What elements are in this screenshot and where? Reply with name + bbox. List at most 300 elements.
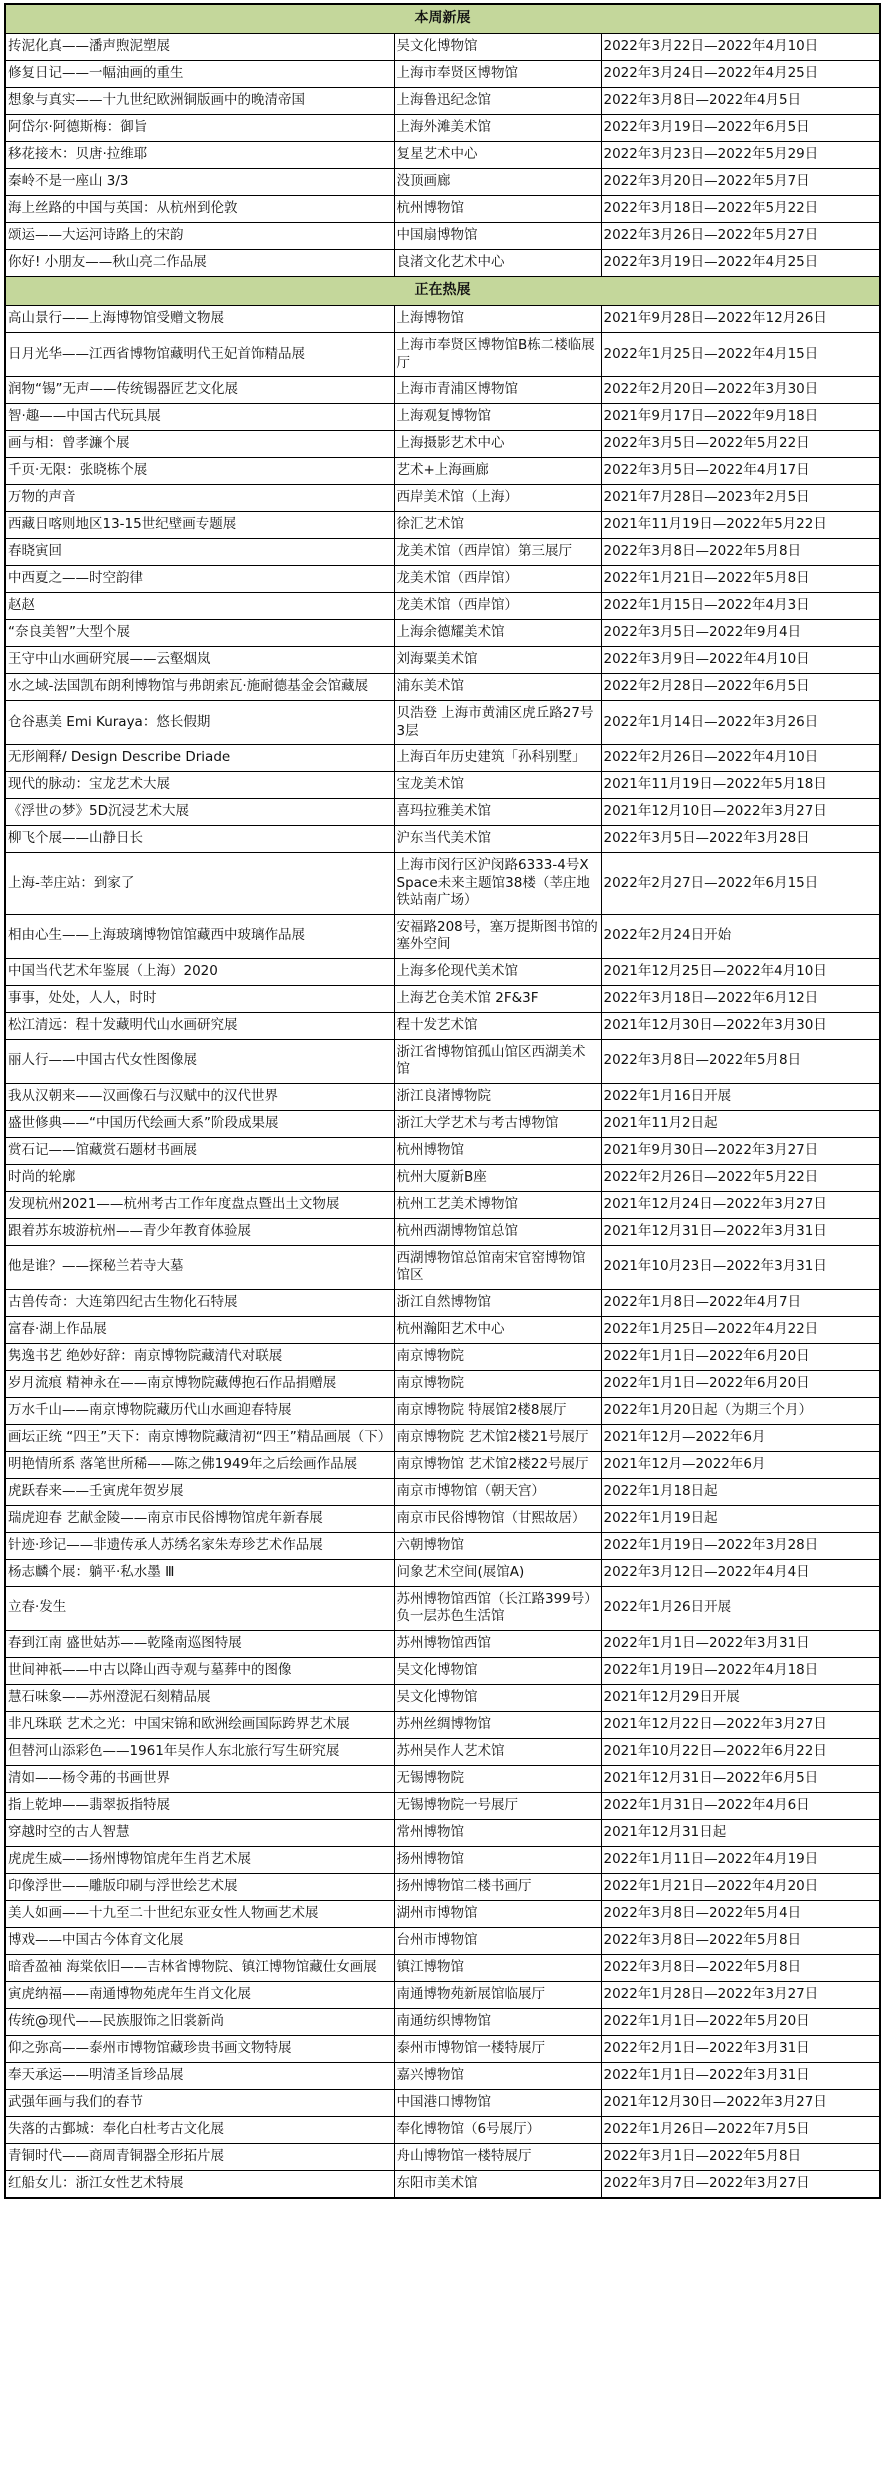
table-row <box>5 1289 880 1316</box>
table-row <box>5 2116 880 2143</box>
date-range: 2022年2月28日—2022年6月5日 <box>601 674 880 701</box>
date-range: 2022年3月19日—2022年6月5日 <box>601 115 880 142</box>
exhibition-title: 盛世修典——“中国历代绘画大系”阶段成果展 <box>5 1110 394 1137</box>
date-range: 2022年3月1日—2022年5月8日 <box>601 2143 880 2170</box>
venue: 安福路208号，塞万提斯图书馆的塞外空间 <box>394 914 601 958</box>
exhibition-title: 美人如画——十九至二十世纪东亚女性人物画艺术展 <box>5 1900 394 1927</box>
table-row <box>5 115 880 142</box>
exhibition-title: 富春·湖上作品展 <box>5 1316 394 1343</box>
date-range: 2021年12月25日—2022年4月10日 <box>601 958 880 985</box>
venue: 上海百年历史建筑「孙科别墅」 <box>394 745 601 772</box>
table-row <box>5 620 880 647</box>
table-row <box>5 1397 880 1424</box>
exhibition-title: “奈良美智”大型个展 <box>5 620 394 647</box>
date-range: 2021年7月28日—2023年2月5日 <box>601 485 880 512</box>
exhibition-title: 千页·无限：张晓栋个展 <box>5 458 394 485</box>
exhibition-title: 青铜时代——商周青铜器全形拓片展 <box>5 2143 394 2170</box>
venue: 上海多伦现代美术馆 <box>394 958 601 985</box>
venue: 湖州市博物馆 <box>394 1900 601 1927</box>
exhibition-title: 春到江南 盛世姑苏——乾隆南巡图特展 <box>5 1630 394 1657</box>
exhibition-title: 红船女儿：浙江女性艺术特展 <box>5 2170 394 2198</box>
date-range: 2022年1月21日—2022年5月8日 <box>601 566 880 593</box>
table-row <box>5 88 880 115</box>
venue: 上海艺仓美术馆 2F&3F <box>394 985 601 1012</box>
venue: 浙江大学艺术与考古博物馆 <box>394 1110 601 1137</box>
venue: 浦东美术馆 <box>394 674 601 701</box>
table-row <box>5 2035 880 2062</box>
exhibition-title: 指上乾坤——翡翠扳指特展 <box>5 1792 394 1819</box>
venue: 上海外滩美术馆 <box>394 115 601 142</box>
exhibition-title: 仓谷惠美 Emi Kuraya：悠长假期 <box>5 701 394 745</box>
venue: 浙江良渚博物院 <box>394 1083 601 1110</box>
venue: 六朝博物馆 <box>394 1532 601 1559</box>
table-row <box>5 1900 880 1927</box>
table-row <box>5 1657 880 1684</box>
date-range: 2021年12月30日—2022年3月30日 <box>601 1012 880 1039</box>
venue: 台州市博物馆 <box>394 1927 601 1954</box>
exhibition-title: 事事，处处，人人，时时 <box>5 985 394 1012</box>
table-row <box>5 306 880 333</box>
venue: 上海余德耀美术馆 <box>394 620 601 647</box>
table-row <box>5 1765 880 1792</box>
exhibition-title: 《浮世の梦》5D沉浸艺术大展 <box>5 799 394 826</box>
date-range: 2022年1月20日起（为期三个月） <box>601 1397 880 1424</box>
table-row <box>5 458 880 485</box>
venue: 杭州西湖博物馆总馆 <box>394 1218 601 1245</box>
date-range: 2021年12月22日—2022年3月27日 <box>601 1711 880 1738</box>
table-row <box>5 2062 880 2089</box>
table-row <box>5 772 880 799</box>
date-range: 2022年3月9日—2022年4月10日 <box>601 647 880 674</box>
date-range: 2022年1月11日—2022年4月19日 <box>601 1846 880 1873</box>
table-row <box>5 1083 880 1110</box>
date-range: 2021年12月—2022年6月 <box>601 1451 880 1478</box>
date-range: 2022年1月31日—2022年4月6日 <box>601 1792 880 1819</box>
exhibition-title: 西藏日喀则地区13-15世纪壁画专题展 <box>5 512 394 539</box>
table-row <box>5 2008 880 2035</box>
venue: 浙江省博物馆孤山馆区西湖美术馆 <box>394 1039 601 1083</box>
date-range: 2021年12月24日—2022年3月27日 <box>601 1191 880 1218</box>
exhibition-title: 赏石记——馆藏赏石题材书画展 <box>5 1137 394 1164</box>
exhibition-title: 修复日记——一幅油画的重生 <box>5 61 394 88</box>
exhibition-title: 他是谁？——探秘兰若寺大墓 <box>5 1245 394 1289</box>
exhibition-title: 穿越时空的古人智慧 <box>5 1819 394 1846</box>
venue: 上海市奉贤区博物馆 <box>394 61 601 88</box>
venue: 南京博物院 <box>394 1343 601 1370</box>
exhibition-title: 隽逸书艺 绝妙好辞：南京博物院藏清代对联展 <box>5 1343 394 1370</box>
table-row <box>5 250 880 277</box>
table-row <box>5 566 880 593</box>
table-row <box>5 1505 880 1532</box>
exhibition-title: 时尚的轮廓 <box>5 1164 394 1191</box>
exhibition-title: 跟着苏东坡游杭州——青少年教育体验展 <box>5 1218 394 1245</box>
exhibition-title: 万物的声音 <box>5 485 394 512</box>
date-range: 2022年1月21日—2022年4月20日 <box>601 1873 880 1900</box>
table-row <box>5 1981 880 2008</box>
date-range: 2022年3月8日—2022年4月5日 <box>601 88 880 115</box>
date-range: 2022年3月26日—2022年5月27日 <box>601 223 880 250</box>
venue: 吴文化博物馆 <box>394 1684 601 1711</box>
date-range: 2022年1月1日—2022年3月31日 <box>601 2062 880 2089</box>
date-range: 2022年2月26日—2022年5月22日 <box>601 1164 880 1191</box>
date-range: 2022年3月20日—2022年5月7日 <box>601 169 880 196</box>
date-range: 2021年12月31日—2022年6月5日 <box>601 1765 880 1792</box>
table-row <box>5 674 880 701</box>
date-range: 2022年1月25日—2022年4月22日 <box>601 1316 880 1343</box>
date-range: 2022年3月8日—2022年5月8日 <box>601 1954 880 1981</box>
exhibition-title: 松江清远：程十发藏明代山水画研究展 <box>5 1012 394 1039</box>
exhibition-title: 智·趣——中国古代玩具展 <box>5 404 394 431</box>
table-row <box>5 169 880 196</box>
venue: 扬州博物馆 <box>394 1846 601 1873</box>
venue: 中国扇博物馆 <box>394 223 601 250</box>
venue: 龙美术馆（西岸馆） <box>394 566 601 593</box>
venue: 艺术+上海画廊 <box>394 458 601 485</box>
exhibition-title: 发现杭州2021——杭州考古工作年度盘点暨出土文物展 <box>5 1191 394 1218</box>
table-row <box>5 1711 880 1738</box>
exhibition-title: 印像浮世——雕版印刷与浮世绘艺术展 <box>5 1873 394 1900</box>
date-range: 2022年3月7日—2022年3月27日 <box>601 2170 880 2198</box>
venue: 东阳市美术馆 <box>394 2170 601 2198</box>
exhibition-title: 杨志麟个展：躺平·私水墨 Ⅲ <box>5 1559 394 1586</box>
table-row <box>5 539 880 566</box>
exhibition-title: 颂运——大运河诗路上的宋韵 <box>5 223 394 250</box>
table-row <box>5 593 880 620</box>
date-range: 2022年3月12日—2022年4月4日 <box>601 1559 880 1586</box>
venue: 嘉兴博物馆 <box>394 2062 601 2089</box>
date-range: 2022年1月25日—2022年4月15日 <box>601 333 880 377</box>
venue: 苏州博物馆西馆（长江路399号）负一层苏色生活馆 <box>394 1586 601 1630</box>
date-range: 2022年3月8日—2022年5月8日 <box>601 1039 880 1083</box>
table-row <box>5 745 880 772</box>
date-range: 2021年12月31日起 <box>601 1819 880 1846</box>
date-range: 2021年12月—2022年6月 <box>601 1424 880 1451</box>
exhibition-table-body <box>5 4 880 2198</box>
table-row <box>5 1012 880 1039</box>
date-range: 2021年11月19日—2022年5月22日 <box>601 512 880 539</box>
exhibition-title: 博戏——中国古今体育文化展 <box>5 1927 394 1954</box>
section-title: 本周新展 <box>5 4 880 34</box>
date-range: 2021年12月10日—2022年3月27日 <box>601 799 880 826</box>
exhibition-title: 柳飞个展——山静日长 <box>5 826 394 853</box>
table-row <box>5 1684 880 1711</box>
table-row <box>5 1245 880 1289</box>
venue: 苏州丝绸博物馆 <box>394 1711 601 1738</box>
exhibition-title: 虎跃春来——壬寅虎年贺岁展 <box>5 1478 394 1505</box>
exhibition-title: 你好! 小朋友——秋山亮二作品展 <box>5 250 394 277</box>
venue: 杭州瀚阳艺术中心 <box>394 1316 601 1343</box>
date-range: 2022年1月14日—2022年3月26日 <box>601 701 880 745</box>
exhibition-title: 立春·发生 <box>5 1586 394 1630</box>
table-row <box>5 1343 880 1370</box>
exhibition-title: 清如——杨令茀的书画世界 <box>5 1765 394 1792</box>
exhibition-title: 万水千山——南京博物院藏历代山水画迎春特展 <box>5 1397 394 1424</box>
exhibition-title: 想象与真实——十九世纪欧洲铜版画中的晚清帝国 <box>5 88 394 115</box>
table-row <box>5 2170 880 2198</box>
venue: 苏州吴作人艺术馆 <box>394 1738 601 1765</box>
venue: 南京博物院 <box>394 1370 601 1397</box>
venue: 南京市民俗博物馆（甘熙故居） <box>394 1505 601 1532</box>
exhibition-title: 王守中山水画研究展——云壑烟岚 <box>5 647 394 674</box>
date-range: 2022年3月8日—2022年5月4日 <box>601 1900 880 1927</box>
table-row <box>5 1873 880 1900</box>
venue: 龙美术馆（西岸馆） <box>394 593 601 620</box>
exhibition-title: 武强年画与我们的春节 <box>5 2089 394 2116</box>
table-row <box>5 512 880 539</box>
date-range: 2022年1月28日—2022年3月27日 <box>601 1981 880 2008</box>
date-range: 2022年1月1日—2022年3月31日 <box>601 1630 880 1657</box>
date-range: 2022年3月22日—2022年4月10日 <box>601 34 880 61</box>
date-range: 2022年3月23日—2022年5月29日 <box>601 142 880 169</box>
venue: 喜玛拉雅美术馆 <box>394 799 601 826</box>
venue: 杭州博物馆 <box>394 1137 601 1164</box>
date-range: 2022年1月1日—2022年6月20日 <box>601 1343 880 1370</box>
table-row <box>5 2143 880 2170</box>
date-range: 2022年1月18日起 <box>601 1478 880 1505</box>
exhibition-title: 古兽传奇：大连第四纪古生物化石特展 <box>5 1289 394 1316</box>
venue: 西岸美术馆（上海） <box>394 485 601 512</box>
date-range: 2021年9月30日—2022年3月27日 <box>601 1137 880 1164</box>
table-row <box>5 914 880 958</box>
exhibition-title: 日月光华——江西省博物馆藏明代王妃首饰精品展 <box>5 333 394 377</box>
exhibition-title: 中西夏之——时空韵律 <box>5 566 394 593</box>
exhibition-title: 我从汉朝来——汉画像石与汉赋中的汉代世界 <box>5 1083 394 1110</box>
venue: 宝龙美术馆 <box>394 772 601 799</box>
venue: 南京博物院 特展馆2楼8展厅 <box>394 1397 601 1424</box>
date-range: 2022年1月1日—2022年6月20日 <box>601 1370 880 1397</box>
exhibition-title: 春晓寅回 <box>5 539 394 566</box>
venue: 吴文化博物馆 <box>394 1657 601 1684</box>
exhibition-title: 画坛正统 “四王”天下：南京博物院藏清初“四王”精品画展（下） <box>5 1424 394 1451</box>
date-range: 2021年12月31日—2022年3月31日 <box>601 1218 880 1245</box>
date-range: 2022年1月19日—2022年4月18日 <box>601 1657 880 1684</box>
date-range: 2021年9月17日—2022年9月18日 <box>601 404 880 431</box>
exhibition-title: 明艳情所系 落笔世所稀——陈之佛1949年之后绘画作品展 <box>5 1451 394 1478</box>
exhibition-title: 赵赵 <box>5 593 394 620</box>
venue: 上海市青浦区博物馆 <box>394 377 601 404</box>
venue: 浙江自然博物馆 <box>394 1289 601 1316</box>
table-row <box>5 1316 880 1343</box>
exhibition-title: 慧石味象——苏州澄泥石刻精品展 <box>5 1684 394 1711</box>
exhibition-title: 画与相：曾孝濂个展 <box>5 431 394 458</box>
venue: 舟山博物馆一楼特展厅 <box>394 2143 601 2170</box>
date-range: 2022年2月20日—2022年3月30日 <box>601 377 880 404</box>
date-range: 2022年3月5日—2022年3月28日 <box>601 826 880 853</box>
table-row <box>5 1738 880 1765</box>
venue: 扬州博物馆二楼书画厅 <box>394 1873 601 1900</box>
venue: 常州博物馆 <box>394 1819 601 1846</box>
venue: 无锡博物院 <box>394 1765 601 1792</box>
exhibition-title: 传统@现代——民族服饰之旧裳新尚 <box>5 2008 394 2035</box>
venue: 上海博物馆 <box>394 306 601 333</box>
table-row <box>5 701 880 745</box>
exhibition-title: 现代的脉动：宝龙艺术大展 <box>5 772 394 799</box>
table-row <box>5 34 880 61</box>
date-range: 2022年2月24日开始 <box>601 914 880 958</box>
venue: 奉化博物馆（6号展厅） <box>394 2116 601 2143</box>
exhibition-title: 中国当代艺术年鉴展（上海）2020 <box>5 958 394 985</box>
date-range: 2022年3月5日—2022年5月22日 <box>601 431 880 458</box>
venue: 南京市博物馆（朝天宫） <box>394 1478 601 1505</box>
exhibition-title: 仰之弥高——泰州市博物馆藏珍贵书画文物特展 <box>5 2035 394 2062</box>
table-row <box>5 826 880 853</box>
exhibition-title: 失落的古鄞城：奉化白杜考古文化展 <box>5 2116 394 2143</box>
table-row <box>5 1424 880 1451</box>
table-row <box>5 196 880 223</box>
table-row <box>5 1478 880 1505</box>
table-row <box>5 1110 880 1137</box>
venue: 杭州工艺美术博物馆 <box>394 1191 601 1218</box>
table-row <box>5 142 880 169</box>
venue: 镇江博物馆 <box>394 1954 601 1981</box>
venue: 杭州大厦新B座 <box>394 1164 601 1191</box>
venue: 中国港口博物馆 <box>394 2089 601 2116</box>
exhibition-table <box>4 3 881 2199</box>
table-row <box>5 1559 880 1586</box>
table-row <box>5 1532 880 1559</box>
date-range: 2021年10月23日—2022年3月31日 <box>601 1245 880 1289</box>
exhibition-title: 秦岭不是一座山 3/3 <box>5 169 394 196</box>
date-range: 2022年3月18日—2022年5月22日 <box>601 196 880 223</box>
date-range: 2022年3月5日—2022年4月17日 <box>601 458 880 485</box>
table-row <box>5 958 880 985</box>
date-range: 2021年11月19日—2022年5月18日 <box>601 772 880 799</box>
exhibition-title: 暗香盈袖 海棠依旧——吉林省博物院、镇江博物馆藏仕女画展 <box>5 1954 394 1981</box>
table-row <box>5 404 880 431</box>
exhibition-title: 移花接木：贝唐·拉维耶 <box>5 142 394 169</box>
exhibition-title: 高山景行——上海博物馆受赠文物展 <box>5 306 394 333</box>
venue: 南通纺织博物馆 <box>394 2008 601 2035</box>
venue: 没顶画廊 <box>394 169 601 196</box>
venue: 上海观复博物馆 <box>394 404 601 431</box>
table-row <box>5 1039 880 1083</box>
exhibition-title: 岁月流痕 精神永在——南京博物院藏傅抱石作品捐赠展 <box>5 1370 394 1397</box>
venue: 贝浩登 上海市黄浦区虎丘路27号3层 <box>394 701 601 745</box>
section-title: 正在热展 <box>5 277 880 306</box>
venue: 苏州博物馆西馆 <box>394 1630 601 1657</box>
date-range: 2022年2月1日—2022年3月31日 <box>601 2035 880 2062</box>
exhibition-title: 奉天承运——明清圣旨珍品展 <box>5 2062 394 2089</box>
venue: 无锡博物院一号展厅 <box>394 1792 601 1819</box>
table-row <box>5 2089 880 2116</box>
date-range: 2022年3月8日—2022年5月8日 <box>601 1927 880 1954</box>
table-row <box>5 1819 880 1846</box>
table-row <box>5 1586 880 1630</box>
exhibition-title: 上海-莘庄站：到家了 <box>5 853 394 915</box>
table-row <box>5 1954 880 1981</box>
venue: 西湖博物馆总馆南宋官窑博物馆馆区 <box>394 1245 601 1289</box>
venue: 徐汇艺术馆 <box>394 512 601 539</box>
venue: 泰州市博物馆一楼特展厅 <box>394 2035 601 2062</box>
exhibition-title: 虎虎生威——扬州博物馆虎年生肖艺术展 <box>5 1846 394 1873</box>
exhibition-title: 水之域-法国凯布朗利博物馆与弗朗索瓦·施耐德基金会馆藏展 <box>5 674 394 701</box>
date-range: 2022年1月8日—2022年4月7日 <box>601 1289 880 1316</box>
venue: 上海市奉贤区博物馆B栋二楼临展厅 <box>394 333 601 377</box>
date-range: 2022年3月18日—2022年6月12日 <box>601 985 880 1012</box>
date-range: 2022年1月19日—2022年3月28日 <box>601 1532 880 1559</box>
table-row <box>5 1630 880 1657</box>
exhibition-title: 阿岱尔·阿德斯梅：御旨 <box>5 115 394 142</box>
exhibition-title: 非凡珠联 艺术之光：中国宋锦和欧洲绘画国际跨界艺术展 <box>5 1711 394 1738</box>
exhibition-title: 但替河山添彩色——1961年吴作人东北旅行写生研究展 <box>5 1738 394 1765</box>
table-row <box>5 647 880 674</box>
date-range: 2022年3月5日—2022年9月4日 <box>601 620 880 647</box>
venue: 上海鲁迅纪念馆 <box>394 88 601 115</box>
date-range: 2022年1月26日—2022年7月5日 <box>601 2116 880 2143</box>
section-header <box>5 4 880 34</box>
date-range: 2022年3月8日—2022年5月8日 <box>601 539 880 566</box>
venue: 南通博物苑新展馆临展厅 <box>394 1981 601 2008</box>
venue: 刘海粟美术馆 <box>394 647 601 674</box>
table-row <box>5 1164 880 1191</box>
table-row <box>5 61 880 88</box>
table-row <box>5 431 880 458</box>
date-range: 2021年12月30日—2022年3月27日 <box>601 2089 880 2116</box>
table-row <box>5 1792 880 1819</box>
exhibition-title: 无形阐释/ Design Describe Driade <box>5 745 394 772</box>
venue: 程十发艺术馆 <box>394 1012 601 1039</box>
venue: 吴文化博物馆 <box>394 34 601 61</box>
exhibition-title: 润物“锡”无声——传统锡器匠艺文化展 <box>5 377 394 404</box>
venue: 沪东当代美术馆 <box>394 826 601 853</box>
table-row <box>5 1191 880 1218</box>
table-row <box>5 377 880 404</box>
date-range: 2022年3月24日—2022年4月25日 <box>601 61 880 88</box>
venue: 问象艺术空间(展馆A) <box>394 1559 601 1586</box>
exhibition-title: 瑞虎迎春 艺献金陵——南京市民俗博物馆虎年新春展 <box>5 1505 394 1532</box>
date-range: 2021年10月22日—2022年6月22日 <box>601 1738 880 1765</box>
table-row <box>5 1370 880 1397</box>
venue: 上海市闵行区沪闵路6333-4号X Space未来主题馆38楼（莘庄地铁站南广场） <box>394 853 601 915</box>
venue: 上海摄影艺术中心 <box>394 431 601 458</box>
date-range: 2022年1月16日开展 <box>601 1083 880 1110</box>
exhibition-title: 寅虎纳福——南通博物苑虎年生肖文化展 <box>5 1981 394 2008</box>
venue: 复星艺术中心 <box>394 142 601 169</box>
table-row <box>5 1451 880 1478</box>
table-row <box>5 223 880 250</box>
exhibition-title: 丽人行——中国古代女性图像展 <box>5 1039 394 1083</box>
date-range: 2022年2月26日—2022年4月10日 <box>601 745 880 772</box>
date-range: 2021年11月2日起 <box>601 1110 880 1137</box>
exhibition-title: 海上丝路的中国与英国：从杭州到伦敦 <box>5 196 394 223</box>
table-row <box>5 1218 880 1245</box>
table-row <box>5 1927 880 1954</box>
table-row <box>5 485 880 512</box>
table-row <box>5 985 880 1012</box>
exhibition-title: 世间神祇——中古以降山西寺观与墓葬中的图像 <box>5 1657 394 1684</box>
date-range: 2022年1月1日—2022年5月20日 <box>601 2008 880 2035</box>
date-range: 2022年1月19日起 <box>601 1505 880 1532</box>
venue: 龙美术馆（西岸馆）第三展厅 <box>394 539 601 566</box>
exhibition-title: 抟泥化真——潘声煦泥塑展 <box>5 34 394 61</box>
date-range: 2022年1月26日开展 <box>601 1586 880 1630</box>
venue: 良渚文化艺术中心 <box>394 250 601 277</box>
date-range: 2022年1月15日—2022年4月3日 <box>601 593 880 620</box>
table-row <box>5 1137 880 1164</box>
venue: 杭州博物馆 <box>394 196 601 223</box>
date-range: 2021年12月29日开展 <box>601 1684 880 1711</box>
table-row <box>5 853 880 915</box>
venue: 南京博物馆 艺术馆2楼22号展厅 <box>394 1451 601 1478</box>
exhibition-title: 针迹·珍记——非遗传承人苏绣名家朱寿珍艺术作品展 <box>5 1532 394 1559</box>
date-range: 2022年3月19日—2022年4月25日 <box>601 250 880 277</box>
date-range: 2022年2月27日—2022年6月15日 <box>601 853 880 915</box>
venue: 南京博物院 艺术馆2楼21号展厅 <box>394 1424 601 1451</box>
table-row <box>5 1846 880 1873</box>
exhibition-title: 相由心生——上海玻璃博物馆馆藏西中玻璃作品展 <box>5 914 394 958</box>
section-header <box>5 277 880 306</box>
table-row <box>5 799 880 826</box>
